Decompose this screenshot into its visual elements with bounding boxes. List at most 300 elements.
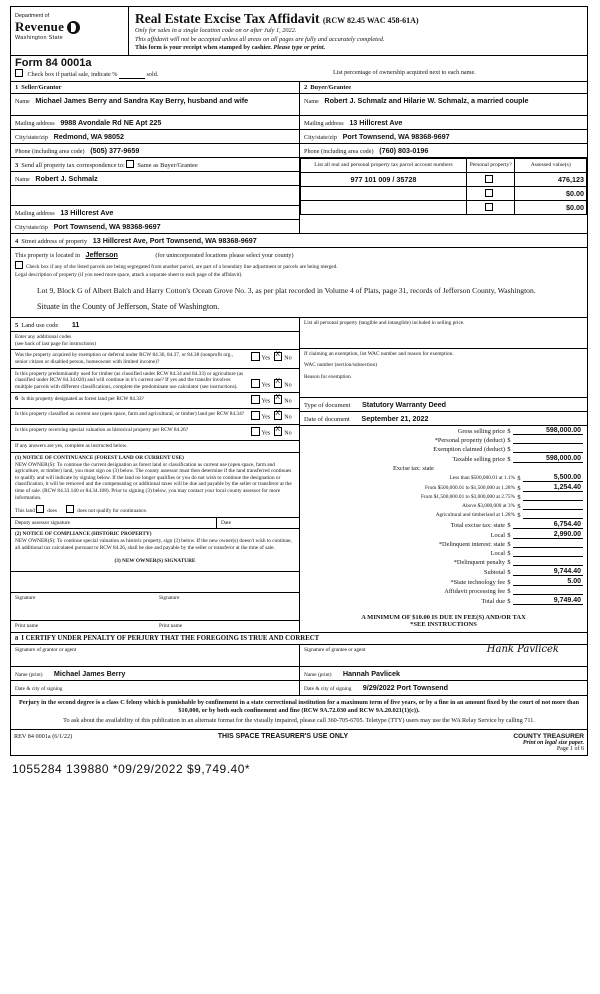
printed-name-row [11,667,587,682]
dollar-sign: $ [517,493,521,501]
buyer-city-value[interactable]: Port Townsend, WA 98368-9697 [342,131,450,141]
does-label: does [47,508,57,515]
note-line-2: This affidavit will not be accepted unless all areas on all pages are fully and accurately completed. [135,35,385,43]
tax-value-total-state[interactable]: 6,754.40 [513,521,583,529]
land-use-value[interactable]: 11 [71,320,80,330]
seller-city-label: City/state/zip [15,133,48,141]
revision-number: REV 84 0001a (6/1/22) [14,732,73,740]
tax-label-tier2: From $500,000.01 to $1,500,000 at 1.28% [424,485,515,492]
form-header [11,7,587,56]
corr-city-label: City/state/zip [15,223,48,231]
seller-city-row [11,130,299,144]
tax-label-gross: Gross selling price [457,427,505,435]
seller-heading-label: Seller/Grantor [21,83,62,91]
grantee-name-cell[interactable] [300,667,587,681]
q5-1-yes-checkbox[interactable] [251,352,260,361]
new-owner-sig-labels [11,592,299,604]
street-address-label: Street address of property [21,237,88,245]
land-use-row [11,318,299,332]
legal-desc-label-row [11,272,587,281]
tax-value-tier3[interactable] [523,500,583,501]
grantor-name-cell[interactable] [11,667,300,681]
notice1-title: (1) NOTICE OF CONTINUANCE (FOREST LAND OR CURRENT USE) [15,454,184,461]
property-address-section [11,234,587,319]
street-address-row [11,234,587,248]
buyer-name-label: Name [304,97,319,105]
tax-label-techfee: *State technology fee [450,578,505,586]
q6-2-yes-checkbox[interactable] [251,411,260,420]
certification-section [11,632,587,695]
seller-name-value[interactable]: Michael James Berry and Sandra Kay Berry, husband and wife [35,95,249,105]
tax-row-total-state [300,520,587,530]
tax-row-total-due [300,596,587,606]
dollar-sign: $ [507,445,511,453]
tax-row-processingfee [300,587,587,596]
tax-label-local: Local [490,531,505,539]
legal-description-text: Lot 9, Block G of Albert Balch and Harry Cotton's Ocean Grove No. 3, as per plat recorded in Volume 4 of Plats, page 31, records of Jefferson County, Washington. [37,285,536,295]
form-footer [11,729,587,755]
corr-name-label: Name [15,175,30,183]
type-of-doc-value[interactable]: Statutory Warranty Deed [362,399,447,409]
seller-mail-row [11,116,299,130]
corr-mail-label: Mailing address [15,209,55,217]
yes-label: Yes [261,398,271,405]
additional-codes-label: Enter any additional codes [15,334,72,341]
q6-3-answer[interactable] [245,427,295,438]
buyer-name-value[interactable]: Robert J. Schmalz and Hilarie W. Schmalz, a married couple [324,95,529,105]
lower-section [11,318,587,632]
personal-property-list [300,318,587,349]
personal-property-checkbox[interactable] [485,203,493,211]
see-back-note: (see back of last page for instructions) [15,340,96,347]
grantee-date-cell[interactable] [300,681,587,695]
tax-value-exemption[interactable] [513,452,583,453]
tax-label-penalty: *Delinquent penalty [453,558,505,566]
correspondence-column [11,158,300,233]
seller-mail-value[interactable]: 9988 Avondale Rd NE Apt 225 [60,117,162,127]
dollar-sign: $ [507,531,511,539]
tax-value-processingfee[interactable] [513,594,583,595]
tax-row-tier2 [300,483,587,493]
date-city-row [11,681,587,695]
parcel-table-header-row [301,158,587,172]
seller-name-label: Name [15,97,30,105]
q6-2-no-checkbox[interactable] [274,411,283,420]
dollar-sign: $ [507,427,511,435]
tax-value-tier1[interactable]: 5,500.00 [523,474,583,482]
street-address-value[interactable]: 13 Hillcrest Ave, Port Townsend, WA 98368-9697 [92,235,257,245]
parcel-number-2[interactable] [301,186,467,200]
corr-name-value[interactable]: Robert J. Schmalz [35,173,98,183]
tax-label-taxable: Taxable selling price [452,455,505,463]
grantee-name-value[interactable]: Hannah Pavlicek [342,668,400,678]
seller-phone-label: Phone (including area code) [15,147,85,155]
county-treasurer-label: COUNTY TREASURER [513,732,584,740]
assessor-sig-row [11,517,299,529]
dept-label: Department of [15,13,50,19]
tax-row-excise-header [300,464,587,473]
date-of-document-row [300,412,587,426]
seller-heading [11,82,299,94]
dollar-sign: $ [507,436,511,444]
no-label: No [284,382,292,389]
page-number: Page 1 of 6 [556,745,584,752]
parcel-personal-1[interactable] [466,172,515,186]
county-row [11,248,587,261]
buyer-city-label: City/state/zip [304,133,337,141]
tax-label-tier4: Above $3,000,000 at 3% [462,503,515,510]
tax-label-ag: Agricultural and timberland at 1.28% [435,512,515,519]
grantor-print-label: Name (print) [15,671,43,678]
tax-label-delinquent-state: *Delinquent interest: state [438,540,505,548]
dollar-sign: $ [507,597,511,605]
q5-2-answer[interactable] [245,379,295,390]
note-line-3 [135,44,581,53]
tax-value-penalty[interactable] [513,565,583,566]
affidavit-form [10,6,588,756]
q6-1-answer[interactable] [245,395,295,406]
partial-sale-row [15,69,333,79]
q6-2-row [11,409,299,425]
tax-label-total-due: Total due [481,597,505,605]
dollar-sign: $ [517,474,521,482]
section6-num: 6 [15,395,19,403]
tax-value-total-due[interactable]: 9,749.40 [513,597,583,605]
state-label: Washington State [15,35,64,42]
segregation-label: Check box if any of the listed parcels are being segregated from another parcel, are part of a boundary line adjustment or parcels are being merged. [26,263,338,270]
situate-text: Situate in the County of Jefferson, State of Washington. [37,302,220,312]
county-treasurer-block [437,730,587,755]
notice2-title: (2) NOTICE OF COMPLIANCE (HISTORIC PROPERTY) [15,531,152,538]
q5-1-no-checkbox[interactable] [274,352,283,361]
seller-num: 1 [15,83,19,91]
section8-num: 8 [15,634,19,642]
parcel-col2-header: Personal property? [466,158,515,172]
tax-label-exemption: Exemption claimed (deduct) [433,445,505,453]
segregation-row [11,261,587,273]
tax-row-tier3 [300,493,587,502]
date-of-doc-value[interactable]: September 21, 2022 [361,413,429,423]
seller-name-row [11,94,299,116]
certification-text: I CERTIFY UNDER PENALTY OF PERJURY THAT THE FOREGOING IS TRUE AND CORRECT [21,634,320,642]
tax-row-tier1 [300,473,587,483]
seller-phone-row [11,144,299,157]
grantor-signature-cell[interactable] [11,645,300,666]
partial-sale-percent-input[interactable] [119,71,145,79]
tax-label-tier3: From $1,500,000.01 to $3,000,000 at 2.75% [420,494,515,501]
note-line-1: Only for sales in a single location code on or after July 1, 2022. [135,27,297,34]
q5-2-text: Is this property predominantly used for timber (as classified under RCW 84.34 and 84.33) or agriculture (as classified under RCW 84.34.020) and will continue in it's current use? If yes and the transfer involves multiple parcels with different classifications, complete the predominate use calculator (see instructions). [15,370,244,390]
land-use-label: Land use code [21,322,59,330]
tax-value-taxable[interactable]: 598,000.00 [513,455,583,463]
seller-mail-label: Mailing address [15,119,55,127]
dollar-sign: $ [507,568,511,576]
personal-property-checkbox[interactable] [485,189,493,197]
notice1-text: NEW OWNER(S): To continue the current designation as forest land or classification as current use (open space, farm and agriculture, or timber) land, you must sign on (3) below. The county assessor must then determine if the land transferred continues to qualify and will indicate by signing below. If the land no longer qualifies or you do not wish to continue the designation or classification, it will be removed and the compensating or additional taxes will be due and payable by the seller or transferor at the time of sale. (RCW 84.33.140 or 84.34.108). Prior to signing (3) below, you may contact your local county assessor for more information. [15,461,292,501]
no-label: No [284,398,292,405]
if-yes-note: If any answers are yes, complete as instructed below. [11,441,299,453]
parcel-personal-3[interactable] [466,200,515,214]
dollar-sign: $ [517,502,521,510]
tax-row-delinquent-state [300,540,587,549]
print-note: Print on legal size paper. [522,739,584,746]
partial-sale-checkbox[interactable] [15,69,23,77]
grantor-name-value[interactable]: Michael James Berry [53,668,126,678]
this-land-label: This land [15,508,35,515]
tax-calculation-block [300,426,587,632]
buyer-name-row [300,94,587,116]
yes-label: Yes [261,414,271,421]
same-as-buyer-checkbox[interactable] [126,160,134,168]
parcel-assessed-1[interactable]: 476,123 [515,172,587,186]
grantor-date-cell[interactable] [11,681,300,695]
table-row [301,200,587,214]
signature-label-2: Signature [159,594,180,601]
perjury-line-1: Perjury in the second degree is a class C felony which is punishable by confinement in a state correctional institution for a maximum term of five years, or by a fine in an amount fixed by the court of not more than $10,000, or by both such confinement and fine (RCW 9A.72.030 and RCW 9A.20.021(1)(c)). [18,698,580,715]
yes-label: Yes [261,382,271,389]
yes-label: Yes [261,355,271,362]
parcel-number-1[interactable]: 977 101 009 / 35728 [301,172,467,186]
grantor-date-label: Date & city of signing [15,686,63,693]
perjury-notice [11,695,587,729]
parcel-assessed-3[interactable]: $0.00 [515,200,587,214]
legal-desc-label: Legal description of property (if you need more space, attach a separate sheet to each page of the affidavit). [15,272,243,279]
buyer-phone-row [300,144,587,157]
tax-value-tier4[interactable] [523,509,583,510]
minimum-due-text: A MINIMUM OF $10.00 IS DUE IN FEE(S) AND/OR TAX [361,613,526,621]
note3-text: This form is your receipt when stamped by cashier. [135,44,272,51]
print-name-label-1: Print name [15,622,39,629]
grantee-signature-mark: Hank Pavlicek [486,643,559,655]
county-value[interactable]: Jefferson [85,249,118,259]
tax-value-techfee[interactable]: 5.00 [513,578,583,586]
new-owner-print-space[interactable] [11,604,299,620]
segregation-checkbox[interactable] [15,261,23,269]
buyer-heading [300,82,587,94]
q5-2-row [11,369,299,394]
tax-value-personal[interactable] [513,443,583,444]
parcel-number-3[interactable] [301,200,467,214]
seller-column [11,82,300,157]
seller-phone-value[interactable]: (505) 377-9659 [90,145,140,155]
type-of-doc-label: Type of document [304,401,351,409]
ownership-pct-note: List percentage of ownership acquired next to each name. [333,68,476,76]
q5-1-answer[interactable] [245,352,295,365]
q5-2-yes-checkbox[interactable] [251,379,260,388]
dollar-sign: $ [507,587,511,595]
buyer-city-row [300,130,587,144]
notice-continuance-block [11,453,299,503]
section3-num: 3 [15,161,19,169]
buyer-heading-label: Buyer/Grantee [310,83,352,91]
tax-value-delinquent-local[interactable] [513,556,583,557]
q6-1-yes-checkbox[interactable] [251,395,260,404]
excise-state-header: Excise tax: state [393,464,434,472]
same-as-buyer-label: Same as Buyer/Grantee [137,161,198,169]
does-not-qualify-checkbox[interactable] [66,505,74,513]
reason-label[interactable]: Reason for exemption [304,374,351,381]
dollar-sign: $ [507,558,511,566]
grantee-signature-label: Signature of grantee or agent [304,646,366,653]
tax-row-local [300,530,587,540]
q6-2-text: Is this property classified as current use (open space, farm and agricultural, or timber) land per RCW 84.34? [15,411,245,418]
buyer-mail-value[interactable]: 13 Hillcrest Ave [349,117,403,127]
notice-compliance-block [11,528,299,553]
additional-codes-row [11,332,299,350]
lower-right-column [300,318,587,632]
new-owner-sig-space[interactable] [11,571,299,592]
tax-label-tier1: Less than $500,000.01 at 1.1% [449,475,515,482]
buyer-column [300,82,587,157]
q6-1-text: Is this property designated as forest land per RCW 84.33? [21,396,144,403]
tax-value-subtotal[interactable]: 9,744.40 [513,568,583,576]
deputy-assessor-signature[interactable]: Deputy assessor signature [11,518,217,529]
located-in-label: This property is located in [15,251,80,259]
does-qualify-checkbox[interactable] [36,505,44,513]
signature-row [11,645,587,667]
see-instructions-text: *SEE INSTRUCTIONS [410,620,477,628]
grantee-date-label: Date & city of signing [304,686,352,693]
dollar-sign: $ [507,455,511,463]
form-number: Form 84 0001a [15,56,92,69]
buyer-mail-row [300,116,587,130]
dollar-sign: $ [507,578,511,586]
grantee-signature-cell[interactable] [300,645,587,666]
correspondence-heading [11,158,299,172]
assessor-date[interactable]: Date [221,519,231,526]
title-reference: (RCW 82.45 WAC 458-61A) [322,16,419,25]
section5-num: 5 [15,322,19,330]
table-row [301,172,587,186]
buyer-phone-value[interactable]: (760) 803-0196 [379,145,429,155]
form-title-block [129,7,587,55]
parcel-table [300,158,587,215]
tax-row-tier4 [300,502,587,511]
correspondence-parcel-section [11,158,587,234]
signature-label-1: Signature [15,594,36,601]
tax-row-ag [300,511,587,520]
revenue-wordmark: Revenue [15,19,65,35]
parcel-assessed-2[interactable]: $0.00 [515,186,587,200]
lower-left-column [11,318,300,632]
tax-label-delinquent-local: Local [490,549,505,557]
parcel-col3-header: Assessed value(s) [515,158,587,172]
section4-num: 4 [15,237,19,245]
dollar-sign: $ [507,549,511,557]
buyer-num: 2 [304,83,308,91]
no-label: No [284,355,292,362]
dollar-sign: $ [517,484,521,492]
q6-3-text: Is this property receiving special valuation as historical property per RCW 84.26? [15,427,189,434]
personal-property-label: List all personal property (tangible and intangible) included in selling price. [304,320,465,327]
table-row [301,186,587,200]
q6-1-no-checkbox[interactable] [274,395,283,404]
tax-row-gross [300,426,587,436]
tax-label-personal: *Personal property (deduct) [434,436,505,444]
exemption-claim-row [300,349,587,398]
form-number-row [11,56,587,82]
tax-value-local[interactable]: 2,990.00 [513,531,583,539]
tax-value-ag[interactable] [523,518,583,519]
tax-row-exemption [300,445,587,454]
q6-2-answer[interactable] [245,411,295,422]
q5-2-no-checkbox[interactable] [274,379,283,388]
does-not-label: does not qualify for continuance. [77,508,148,515]
new-owners-signature-title: (3) NEW OWNER(S) SIGNATURE [114,558,196,565]
grantor-signature-label: Signature of grantor or agent [15,646,77,653]
tax-label-total-state: Total excise tax: state [450,521,505,529]
section3-text: Send all property tax correspondence to: [21,161,125,169]
new-owner-print-labels [11,620,299,632]
correspondence-mail-row [11,206,299,220]
notice2-text: NEW OWNER(S): To continue special valuation as historic property, sign (3) below. If the new owner(s) doesn't wish to continue, all additional tax calculated pursuant to RCW 84.26, shall be due and payable by the seller or transferor at the time of sale. [15,538,292,551]
print-name-label-2: Print name [159,622,183,629]
correspondence-name-row [11,172,299,186]
county-note: (for unincorporated locations please select your county) [155,251,294,259]
corr-spacer [11,186,299,206]
dollar-sign: $ [517,511,521,519]
tax-row-delinquent-local [300,549,587,558]
parcel-column [300,158,587,233]
tax-value-tier2[interactable]: 1,254.40 [523,484,583,492]
exemption-claim-label: If claiming an exemption, list WAC number and reason for exemption. [304,351,454,358]
tax-row-taxable [300,454,587,464]
tax-value-gross[interactable]: 598,000.00 [513,427,583,435]
grantee-date-value[interactable]: 9/29/2022 Port Townsend [362,683,449,693]
parcel-personal-2[interactable] [466,186,515,200]
correspondence-city-row [11,220,299,233]
parcel-col1-header: List all real and personal property tax parcel account numbers [301,158,467,172]
q6-3-yes-checkbox[interactable] [251,427,260,436]
agency-logo-block [11,7,129,55]
seller-city-value[interactable]: Redmond, WA 98052 [53,131,125,141]
this-land-row [11,503,299,517]
no-label: No [284,414,292,421]
date-of-doc-label: Date of document [304,415,350,423]
q5-1-text: Was the property acquired by exemption or deferral under RCW 84.36, 84.37, or 84.38 (nonprofit org., senior citizen or disabled person, homeowner with limited income)? [15,352,233,365]
partial-sale-label: Check box if partial sale, indicate % [27,70,118,78]
no-label: No [284,430,292,437]
tax-row-techfee [300,577,587,587]
wac-number-label[interactable]: WAC number (section/subsection) [304,361,377,368]
q5-1-row [11,350,299,368]
tax-row-penalty [300,558,587,567]
type-of-document-row [300,398,587,412]
tax-row-subtotal [300,567,587,577]
sold-label: sold. [146,70,159,78]
yes-label: Yes [261,430,271,437]
party-section [11,82,587,158]
treasurer-space-label: THIS SPACE TREASURER'S USE ONLY [217,732,349,740]
minimum-due-note [300,606,587,632]
note3-emphasis: Please type or print. [273,44,326,51]
tax-value-delinquent-state[interactable] [513,547,583,548]
q6-1-row [11,393,299,409]
perjury-line-2: To ask about the availability of this publication in an alternate format for the visually impaired, please call 360-705-6705. Teletype (TTY) users may use the WA Relay Service by calling 711. [63,717,535,725]
q6-3-no-checkbox[interactable] [274,427,283,436]
grantee-print-label: Name (print) [304,671,332,678]
revenue-logo-icon [67,21,80,34]
title-text: Real Estate Excise Tax Affidavit [135,11,320,26]
treasurer-stamp: 1055284 139880 *09/29/2022 $9,749.40* [12,761,251,776]
corr-mail-value[interactable]: 13 Hillcrest Ave [60,207,114,217]
tax-label-subtotal: Subtotal [484,568,505,576]
page-title [135,11,581,27]
personal-property-checkbox[interactable] [485,175,493,183]
tax-label-processingfee: Affidavit processing fee [444,587,505,595]
dollar-sign: $ [507,521,511,529]
corr-city-value[interactable]: Port Townsend, WA 98368-9697 [53,221,161,231]
